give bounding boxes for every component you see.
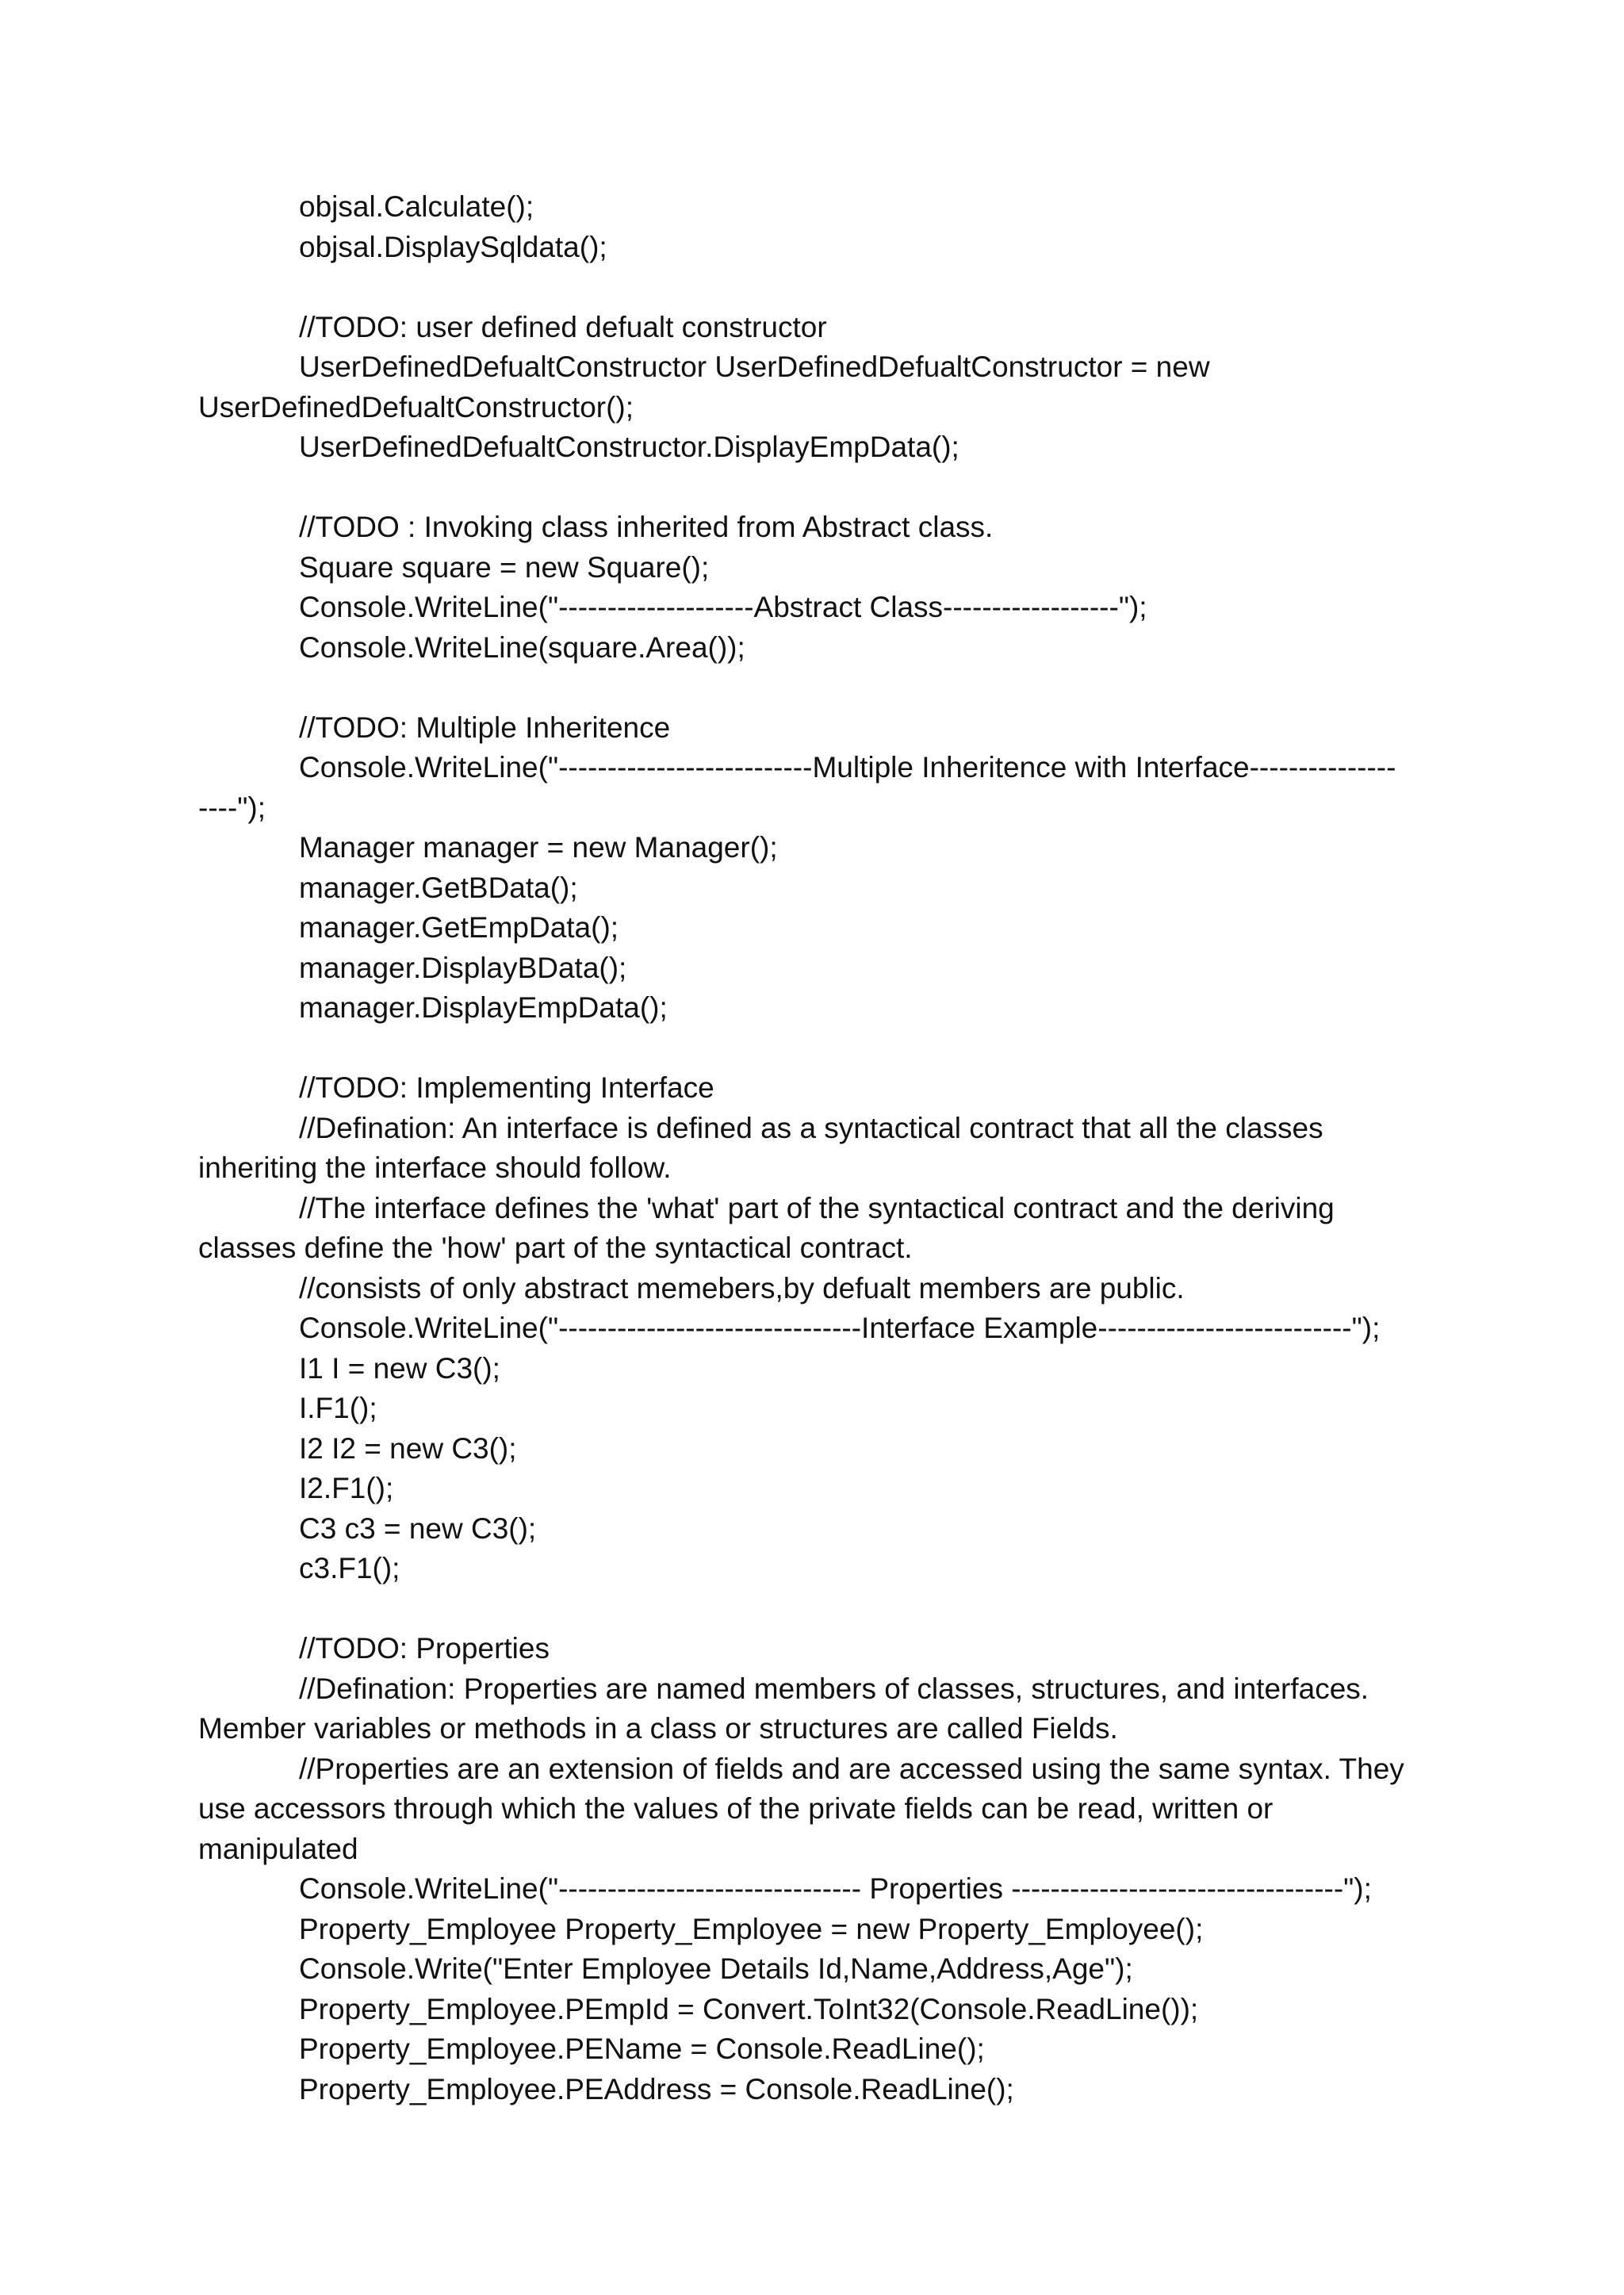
blank-line	[198, 1589, 1451, 1630]
code-line: Console.WriteLine("--------------------------Multiple Inheritence with Interface---------------	[299, 751, 1396, 784]
code-line: //The interface defines the 'what' part of the syntactical contract and the deriving	[299, 1191, 1335, 1224]
code-line: Manager manager = new Manager();	[299, 831, 778, 864]
code-line: UserDefinedDefualtConstructor UserDefinedDefualtConstructor = new	[299, 351, 1210, 383]
code-line: //Defination: An interface is defined as a syntactical contract that all the classes	[299, 1111, 1323, 1144]
code-line: inheriting the interface should follow.	[198, 1151, 672, 1184]
code-line: //consists of only abstract memebers,by defualt members are public.	[299, 1271, 1185, 1305]
code-line: Console.WriteLine("-------------------------------Interface Example--------------------------");	[299, 1312, 1381, 1344]
code-line: //Defination: Properties are named members of classes, structures, and interfaces.	[299, 1672, 1369, 1705]
blank-line	[198, 267, 1451, 308]
code-line: use accessors through which the values of the private fields can be read, written or	[198, 1792, 1274, 1825]
code-line: UserDefinedDefualtConstructor();	[198, 390, 634, 423]
code-line: Console.Write("Enter Employee Details Id,Name,Address,Age");	[299, 1952, 1133, 1985]
code-line: //TODO: user defined defualt constructor	[299, 310, 827, 343]
code-line: UserDefinedDefualtConstructor.DisplayEmpData();	[299, 431, 959, 463]
code-line: I1 I = new C3();	[299, 1351, 500, 1385]
code-line: Console.WriteLine("--------------------Abstract Class------------------");	[299, 591, 1147, 623]
code-line: Square square = new Square();	[299, 550, 710, 584]
code-line: Property_Employee.PEAddress = Console.ReadLine();	[299, 2072, 1014, 2105]
code-line: classes define the 'how' part of the syntactical contract.	[198, 1232, 913, 1264]
code-line: //TODO : Invoking class inherited from Abstract class.	[299, 511, 994, 543]
code-line: I.F1();	[299, 1392, 377, 1424]
code-line: Member variables or methods in a class or structures are called Fields.	[198, 1712, 1118, 1745]
code-line: objsal.Calculate();	[299, 190, 534, 223]
code-line: Property_Employee.PEName = Console.ReadLine();	[299, 2033, 985, 2065]
code-line: //TODO: Multiple Inheritence	[299, 711, 671, 744]
code-line: objsal.DisplaySqldata();	[299, 230, 607, 263]
code-line: c3.F1();	[299, 1552, 400, 1584]
code-line: //Properties are an extension of fields and are accessed using the same syntax. They	[299, 1752, 1404, 1785]
code-line: ----");	[198, 791, 266, 824]
code-line: //TODO: Properties	[299, 1632, 550, 1665]
code-line: C3 c3 = new C3();	[299, 1511, 537, 1545]
blank-line	[198, 468, 1451, 508]
code-line: manager.GetEmpData();	[299, 911, 619, 944]
code-line: Console.WriteLine(square.Area());	[299, 630, 745, 664]
code-line: manager.DisplayEmpData();	[299, 991, 668, 1024]
code-line: Property_Employee Property_Employee = new Property_Employee();	[299, 1912, 1204, 1945]
code-line: I2 I2 = new C3();	[299, 1431, 517, 1465]
code-line: Console.WriteLine("------------------------------- Properties ----------------------------------");	[299, 1872, 1372, 1905]
code-listing	[198, 187, 1451, 2109]
code-line: //TODO: Implementing Interface	[299, 1071, 714, 1104]
code-line: manipulated	[198, 1832, 358, 1865]
code-line: manager.GetBData();	[299, 871, 578, 904]
code-line: manager.DisplayBData();	[299, 951, 627, 984]
code-line: I2.F1();	[299, 1472, 394, 1504]
blank-line	[198, 668, 1451, 708]
code-line: Property_Employee.PEmpId = Convert.ToInt32(Console.ReadLine());	[299, 1992, 1199, 2025]
blank-line	[198, 1029, 1451, 1069]
